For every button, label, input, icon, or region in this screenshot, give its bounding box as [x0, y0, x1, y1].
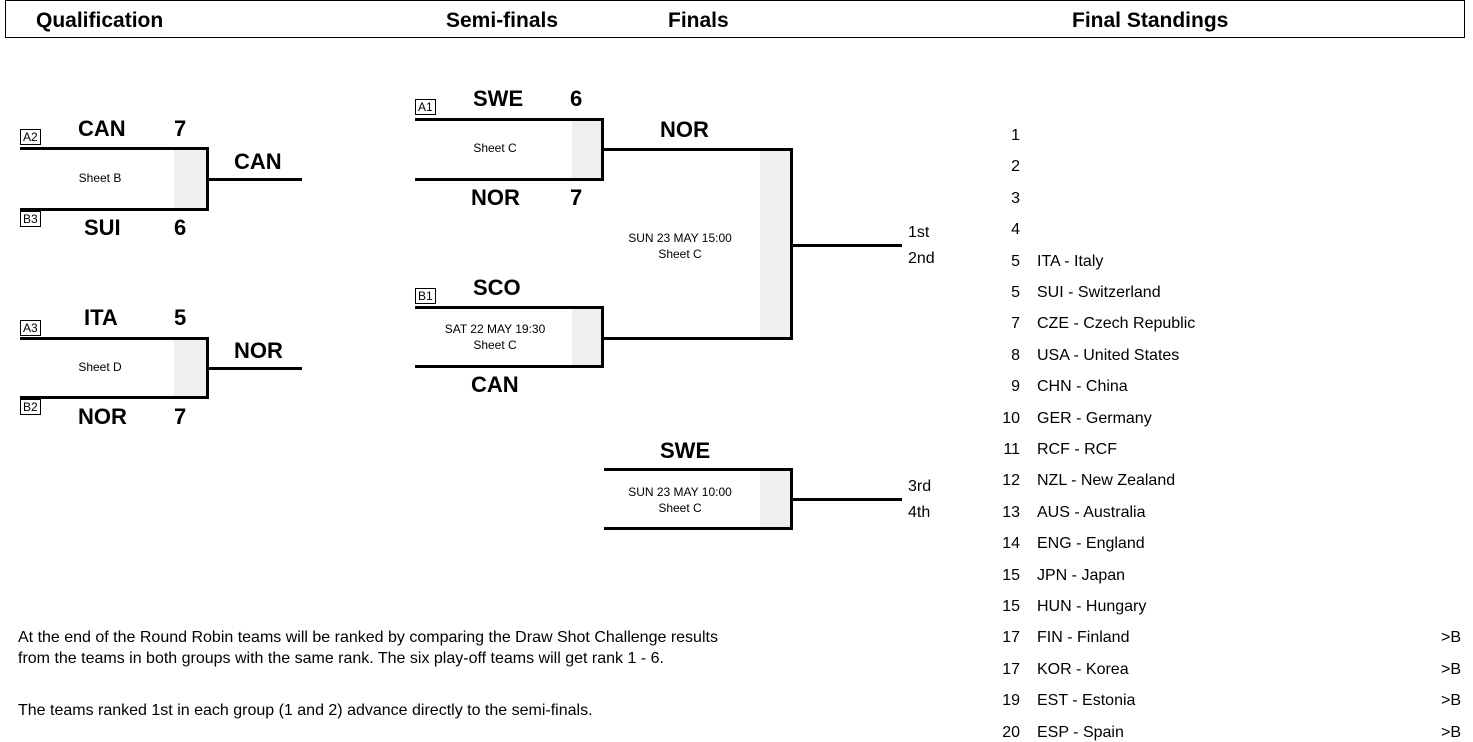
rank-number: 19 — [1002, 692, 1020, 709]
team-score: 7 — [570, 185, 583, 210]
bracket-line — [415, 178, 604, 181]
qualification-heading: Qualification — [36, 9, 164, 32]
rank-number: 14 — [1002, 535, 1020, 552]
rank-number: 5 — [1011, 253, 1020, 270]
finals-heading: Finals — [668, 9, 729, 32]
rank-note: >B — [1441, 724, 1462, 741]
seed-badge: B1 — [415, 288, 436, 304]
rank-number: 8 — [1011, 347, 1020, 364]
note-line: At the end of the Round Robin teams will be ranked by comparing the Draw Shot Challenge results — [18, 629, 718, 646]
team-name: SCO — [473, 275, 521, 300]
game-date: SUN 23 MAY 10:00 — [628, 485, 732, 499]
bracket-line — [206, 367, 302, 370]
rank-team: USA - United States — [1037, 347, 1180, 364]
rank-team: HUN - Hungary — [1037, 598, 1147, 615]
seed-badge: A3 — [20, 320, 41, 336]
rank-number: 1 — [1011, 127, 1020, 144]
rank-number: 15 — [1002, 567, 1020, 584]
bracket-line — [604, 527, 793, 530]
team-score: 6 — [570, 86, 583, 111]
rank-team: GER - Germany — [1037, 410, 1152, 427]
place-label-1st: 1st — [908, 224, 930, 241]
rank-number: 4 — [1011, 221, 1020, 238]
rank-note: >B — [1441, 661, 1462, 678]
rank-number: 10 — [1002, 410, 1020, 427]
team-name: SWE — [473, 86, 524, 111]
end-box — [174, 340, 207, 396]
standings-heading: Final Standings — [1072, 9, 1229, 32]
seed-badge: B2 — [20, 399, 41, 415]
rank-team: ENG - England — [1037, 535, 1145, 552]
rank-team: CHN - China — [1037, 378, 1128, 395]
rank-team: RCF - RCF — [1037, 441, 1117, 458]
header-bar — [5, 0, 1465, 38]
sheet-label: Sheet B — [78, 171, 122, 185]
team-name: NOR — [660, 117, 709, 142]
rank-team: EST - Estonia — [1037, 692, 1136, 709]
rank-number: 5 — [1011, 284, 1020, 301]
rank-number: 13 — [1002, 504, 1020, 521]
rank-number: 12 — [1002, 472, 1020, 489]
team-name: NOR — [78, 404, 127, 429]
place-label-3rd: 3rd — [908, 478, 932, 495]
rank-number: 9 — [1011, 378, 1020, 395]
rank-number: 15 — [1002, 598, 1020, 615]
team-score: 7 — [174, 116, 187, 141]
bracket-line — [790, 244, 902, 247]
rank-number: 17 — [1002, 661, 1020, 678]
bracket-line — [601, 337, 793, 340]
rank-team: KOR - Korea — [1037, 661, 1129, 678]
bracket-line — [206, 178, 302, 181]
note-line: The teams ranked 1st in each group (1 and 2) advance directly to the semi-finals. — [18, 702, 593, 719]
rank-number: 17 — [1002, 629, 1020, 646]
sheet-label: Sheet C — [658, 247, 702, 261]
team-name: SWE — [660, 438, 711, 463]
bracket-line — [415, 365, 604, 368]
team-name: CAN — [78, 116, 126, 141]
team-score: 7 — [174, 404, 187, 429]
sheet-label: Sheet D — [78, 360, 122, 374]
rank-team: NZL - New Zealand — [1037, 472, 1176, 489]
rank-number: 2 — [1011, 158, 1020, 175]
game-info — [610, 484, 750, 516]
seed-badge: B3 — [20, 211, 41, 227]
bracket-line — [790, 498, 902, 501]
rank-team: JPN - Japan — [1037, 567, 1126, 584]
team-name: ITA — [84, 305, 118, 330]
rank-number: 20 — [1002, 724, 1020, 741]
rank-number: 7 — [1011, 315, 1020, 332]
end-box — [760, 151, 790, 337]
place-label-2nd: 2nd — [908, 250, 935, 267]
sheet-label: Sheet C — [658, 501, 702, 515]
end-box — [760, 471, 790, 527]
rank-note: >B — [1441, 692, 1462, 709]
sheet-label: Sheet C — [473, 338, 517, 352]
rank-note: >B — [1441, 629, 1462, 646]
bracket-line — [20, 208, 209, 211]
game-date: SAT 22 MAY 19:30 — [444, 322, 546, 336]
game-date: SUN 23 MAY 15:00 — [628, 231, 732, 245]
place-label-4th: 4th — [908, 504, 931, 521]
rank-number: 11 — [1003, 441, 1020, 458]
bracket-line — [20, 396, 209, 399]
end-box — [174, 150, 207, 208]
winner-name: NOR — [234, 338, 283, 363]
team-name: NOR — [471, 185, 520, 210]
end-box — [572, 121, 602, 178]
end-box — [572, 309, 602, 365]
team-score: 6 — [174, 215, 187, 240]
game-info — [610, 230, 750, 262]
team-name: SUI — [84, 215, 121, 240]
team-name: CAN — [471, 372, 519, 397]
game-info — [420, 321, 570, 353]
rank-team: ESP - Spain — [1037, 724, 1124, 741]
rank-team: CZE - Czech Republic — [1037, 315, 1196, 332]
rank-team: SUI - Switzerland — [1037, 284, 1161, 301]
rank-team: ITA - Italy — [1037, 253, 1104, 270]
rank-number: 3 — [1011, 190, 1020, 207]
rank-team: AUS - Australia — [1037, 504, 1146, 521]
semifinals-heading: Semi-finals — [446, 9, 559, 32]
seed-badge: A1 — [415, 99, 436, 115]
seed-badge: A2 — [20, 129, 41, 145]
note-line: from the teams in both groups with the same rank. The six play-off teams will get rank 1 - 6. — [18, 650, 664, 667]
team-score: 5 — [174, 305, 187, 330]
rank-team: FIN - Finland — [1037, 629, 1130, 646]
sheet-label: Sheet C — [473, 141, 517, 155]
winner-name: CAN — [234, 149, 282, 174]
